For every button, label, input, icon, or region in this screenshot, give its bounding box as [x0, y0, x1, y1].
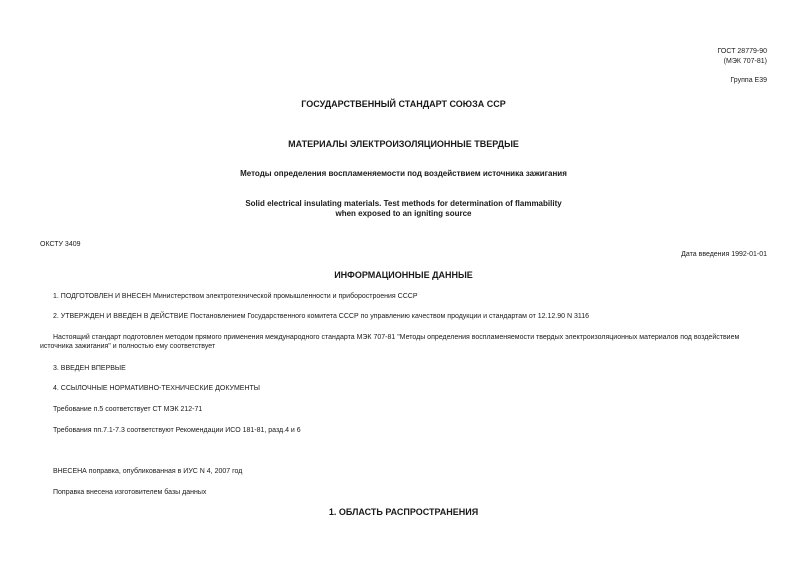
- reference-1: Требование п.5 соответствует СТ МЭК 212-71: [53, 406, 203, 413]
- info-item-1: [53, 292, 418, 301]
- materials-title: МАТЕРИАЛЫ ЭЛЕКТРОИЗОЛЯЦИОННЫЕ ТВЕРДЫЕ: [288, 139, 519, 149]
- iec-number: (МЭК 707-81): [723, 58, 767, 65]
- english-title-line1: Solid electrical insulating materials. Test methods for determination of flammability: [245, 199, 562, 208]
- info-item-1-text: Министерством электротехнической промышленности и приборостроения СССР: [151, 293, 418, 300]
- info-item-4: 4. ССЫЛОЧНЫЕ НОРМАТИВНО-ТЕХНИЧЕСКИЕ ДОКУМЕНТЫ: [53, 385, 260, 392]
- amendment-lead: ВНЕСЕНА: [53, 468, 87, 475]
- intro-date: Дата введения 1992-01-01: [681, 251, 767, 258]
- info-item-2-text: Постановлением Государственного комитета СССР по управлению качеством продукции и стандартам от 12.12.90 N 3116: [188, 313, 590, 320]
- amendment-text: поправка, опубликованная в ИУС N 4, 2007 год: [86, 468, 243, 475]
- methods-title: Методы определения воспламеняемости под воздействием источника зажигания: [240, 169, 567, 178]
- info-item-1-lead: 1. ПОДГОТОВЛЕН И ВНЕСЕН: [53, 293, 152, 300]
- info-item-2-note: Настоящий стандарт подготовлен методом прямого применения международного стандарта МЭК 707-81 "Методы определения воспламеняемости твердых электроизоляционных материалов под воздействием источника зажигания" и полностью ему соответствует: [40, 334, 740, 350]
- amendment-note: Поправка внесена изготовителем базы данных: [53, 489, 207, 496]
- amendment-line: [53, 467, 242, 476]
- oksts-code: ОКСТУ 3409: [40, 241, 81, 248]
- english-title-line2: when exposed to an igniting source: [335, 209, 472, 218]
- group-label: Группа Е39: [730, 77, 767, 84]
- info-item-2-lead: 2. УТВЕРЖДЕН И ВВЕДЕН В ДЕЙСТВИЕ: [53, 313, 189, 320]
- info-item-2: [53, 312, 589, 321]
- section-1-heading: 1. ОБЛАСТЬ РАСПРОСТРАНЕНИЯ: [328, 507, 479, 517]
- gost-number: ГОСТ 28779-90: [717, 48, 767, 55]
- info-item-3: 3. ВВЕДЕН ВПЕРВЫЕ: [53, 365, 126, 372]
- info-heading: ИНФОРМАЦИОННЫЕ ДАННЫЕ: [334, 270, 473, 280]
- standard-title: ГОСУДАРСТВЕННЫЙ СТАНДАРТ СОЮЗА ССР: [301, 99, 506, 109]
- reference-2: Требования пп.7.1-7.3 соответствуют Рекомендации ИСО 181-81, разд.4 и 6: [53, 427, 301, 434]
